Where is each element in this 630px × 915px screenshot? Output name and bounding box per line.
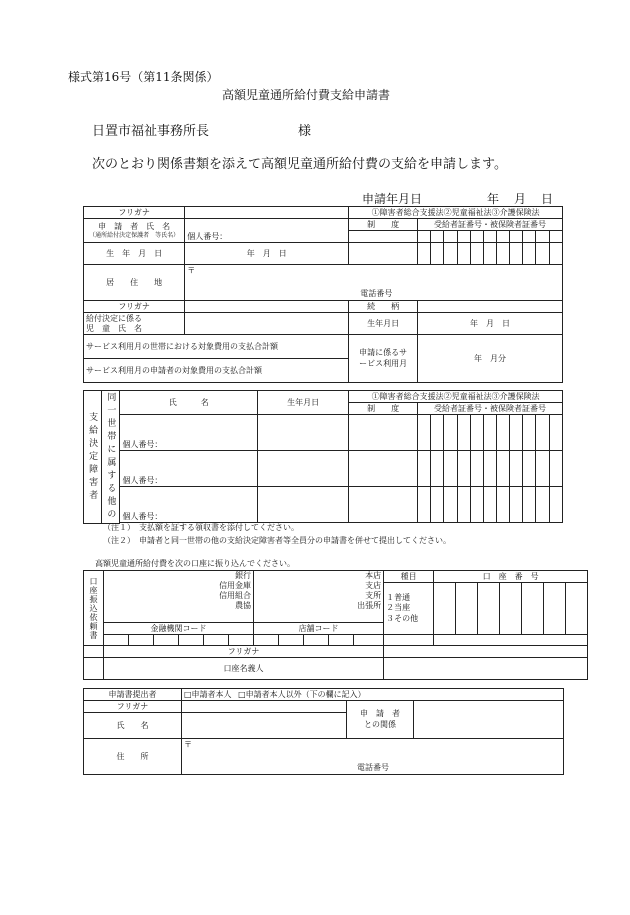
- member-2-name[interactable]: [120, 451, 258, 487]
- date-month: 月: [514, 192, 527, 206]
- form-title: 高額児童通所給付費支給申請書: [222, 88, 391, 102]
- sama: 様: [298, 124, 312, 139]
- inst-bank: 銀行: [235, 571, 252, 580]
- branch-shiten: 支店: [365, 581, 382, 590]
- inst-nokyo: 農協: [235, 601, 252, 610]
- relation-label-1: 申 請 者: [360, 709, 400, 719]
- seido-label: 制 度: [349, 219, 418, 231]
- kind-other[interactable]: ３その他: [386, 613, 419, 623]
- household-side-label-2: 同一世帯に属する他の: [102, 391, 120, 524]
- month-field[interactable]: [418, 335, 563, 383]
- household-side-label: 支給決定障害者: [84, 391, 102, 524]
- furigana-label: フリガナ: [84, 207, 185, 219]
- jukyu-label: 受給者証番号・被保険者証番号: [418, 219, 563, 231]
- zokugara-label: 続 柄: [349, 301, 418, 313]
- kojin-label-3: 個人番号：: [122, 476, 163, 485]
- kind-futsu[interactable]: １普通: [386, 592, 411, 602]
- birth2-label: 生年月日: [349, 313, 418, 335]
- addressee: 日置市福祉事務所長: [92, 124, 210, 139]
- holder-label: 口座名義人: [104, 658, 384, 680]
- month-label-1: 申請に係るサ: [359, 348, 408, 358]
- applicant-table: [83, 206, 563, 383]
- branch-honten: 本店: [365, 571, 382, 580]
- submitter-self-option[interactable]: □申請者本人: [184, 690, 232, 699]
- service-applicant-label: サービス利用月の申請者の対象費用の支払合計額: [84, 359, 349, 383]
- address-label: 居 住 地: [84, 265, 185, 301]
- acct-header: 口 座 番 号: [434, 571, 588, 583]
- tel-label-1: 電話番号: [360, 289, 393, 298]
- furigana-label-2: フリガナ: [84, 301, 185, 313]
- kojin-label-1: 個人番号：: [187, 232, 228, 241]
- law-header-2: ①障害者総合支援法②児童福祉法③介護保険法: [349, 391, 563, 403]
- service-household-label: サービス利用月の世帯における対象費用の支払合計額: [84, 335, 349, 359]
- submit-name-label: 氏 名: [84, 713, 182, 739]
- submitter-table: [83, 688, 564, 775]
- birth2-field[interactable]: 年 月 日: [418, 313, 563, 335]
- kind-toza[interactable]: ２当座: [386, 603, 411, 613]
- child-name-label-1: 給付決定に係る: [86, 313, 142, 323]
- relation-label-2: との関係: [364, 719, 396, 729]
- member-3-name[interactable]: [120, 487, 258, 523]
- branch-shisho: 支所: [365, 591, 382, 600]
- form-number: 様式第16号（第11条関係）: [68, 70, 219, 84]
- holder-field[interactable]: [384, 658, 588, 680]
- law-header: ①障害者総合支援法②児童福祉法③介護保険法: [349, 207, 563, 219]
- branch-shucho: 出張所: [357, 601, 382, 610]
- bank-furigana-field[interactable]: [384, 646, 588, 658]
- member-1-name[interactable]: [120, 415, 258, 451]
- submit-postal-mark: 〒: [184, 740, 192, 749]
- submit-furigana-label: フリガナ: [84, 701, 182, 713]
- seido-label-2: 制 度: [349, 403, 418, 415]
- child-name-field[interactable]: [185, 313, 349, 335]
- bank-lead: 高額児童通所給付費を次の口座に振り込んでください。: [95, 559, 295, 568]
- inst-shinkumi: 信用組合: [219, 591, 252, 600]
- postal-mark: 〒: [187, 266, 196, 275]
- household-table: [83, 390, 563, 524]
- date-label: 申請年月日: [362, 192, 423, 206]
- bank-code-label: 金融機関コード: [104, 623, 254, 635]
- note-1: （注１） 支払額を証する領収書を添付してください。: [103, 523, 299, 532]
- bank-furigana-label: フリガナ: [104, 646, 384, 658]
- member-birth-header: 生年月日: [258, 391, 349, 415]
- birth-field[interactable]: 年 月 日: [185, 243, 349, 265]
- applicant-name-sub: （通所給付決定保護者 等氏名）: [89, 231, 180, 239]
- month-label-2: ービス利用月: [359, 358, 408, 368]
- intro-text: 次のとおり関係書類を添えて高額児童通所給付費の支給を申請します。: [92, 157, 507, 172]
- submitter-label: 申請書提出者: [84, 689, 182, 701]
- kind-header: 種目: [384, 571, 434, 583]
- tel-label-2: 電話番号: [357, 763, 389, 772]
- applicant-name-label: 申 請 者 氏 名: [98, 222, 171, 232]
- submit-address-field[interactable]: [182, 739, 564, 775]
- relation-field[interactable]: [414, 701, 564, 739]
- member-name-header: 氏 名: [120, 391, 258, 415]
- child-name-label-2: 児 童 氏 名: [86, 323, 142, 333]
- address-field[interactable]: [185, 265, 563, 301]
- birth-label: 生 年 月 日: [84, 243, 185, 265]
- submit-name-field[interactable]: [182, 713, 347, 739]
- date-day: 日: [541, 192, 554, 206]
- submitter-other-option[interactable]: □申請者本人以外（下の欄に記入）: [238, 690, 366, 699]
- submit-address-label: 住 所: [84, 739, 182, 775]
- kojin-label-2: 個人番号：: [122, 440, 163, 449]
- inst-shinkin: 信用金庫: [219, 581, 252, 590]
- kojin-label-4: 個人番号：: [122, 512, 163, 521]
- submit-furigana-field[interactable]: [182, 701, 347, 713]
- month-value: 年 月分: [474, 354, 507, 363]
- date-year: 年: [487, 192, 500, 206]
- furigana-field[interactable]: [185, 207, 349, 219]
- branch-code-label: 店舗コード: [254, 623, 384, 635]
- note-2: （注２） 申請者と同一世帯の他の支給決定障害者等全員分の申請書を併せて提出してください。: [103, 536, 451, 545]
- jukyu-label-2: 受給者証番号・被保険者証番号: [418, 403, 563, 415]
- bank-table: [83, 570, 588, 680]
- bank-side-label: 口座振込依頼書: [84, 571, 104, 646]
